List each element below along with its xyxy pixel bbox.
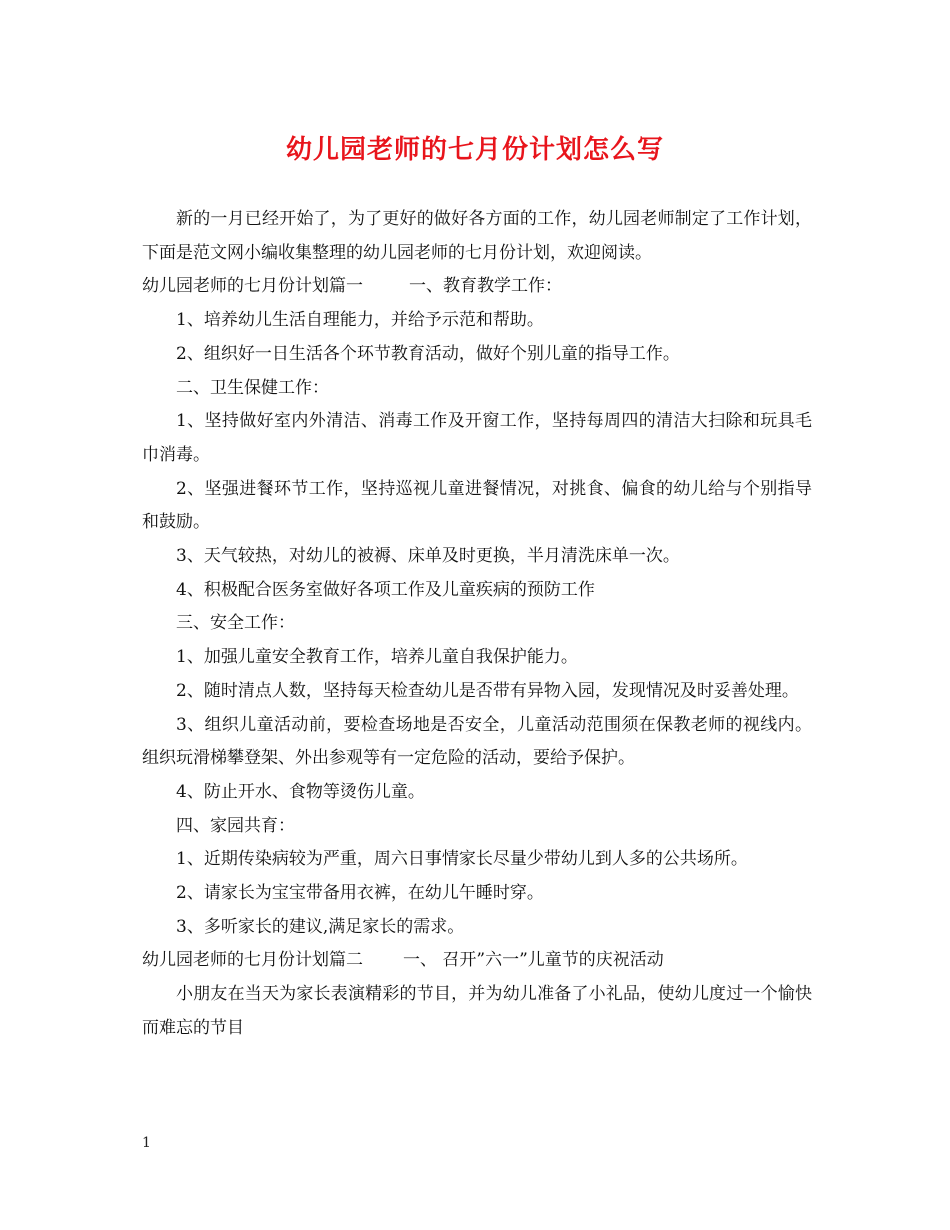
section-heading-safety: 三、安全工作： xyxy=(176,613,295,634)
list-item: 4、防止开水、食物等烫伤儿童。 xyxy=(176,781,425,802)
part2-heading-line xyxy=(142,944,812,978)
section-heading-childrens-day: 一、 召开”六一”儿童节的庆祝活动 xyxy=(403,950,664,971)
list-item: 2、坚强进餐环节工作，坚持巡视儿童进餐情况，对挑食、偏食的幼儿给与个别指导和鼓励。 xyxy=(142,478,812,533)
part1-heading: 幼儿园老师的七月份计划篇一 xyxy=(142,276,363,297)
list-item: 2、组织好一日生活各个环节教育活动，做好个别儿童的指导工作。 xyxy=(176,343,680,364)
list-item: 3、多听家长的建议,满足家长的需求。 xyxy=(176,916,465,937)
part1-heading-line xyxy=(142,270,812,304)
list-item: 1、培养幼儿生活自理能力，并给予示范和帮助。 xyxy=(176,310,544,331)
section-heading-education: 一、教育教学工作： xyxy=(409,276,562,297)
list-item: 4、积极配合医务室做好各项工作及儿童疾病的预防工作 xyxy=(176,579,595,600)
list-item: 1、坚持做好室内外清洁、消毒工作及开窗工作，坚持每周四的清洁大扫除和玩具毛巾消毒。 xyxy=(142,411,812,465)
section-heading-home-school: 四、家园共育： xyxy=(176,815,295,836)
list-item: 1、近期传染病较为严重，周六日事情家长尽量少带幼儿到人多的公共场所。 xyxy=(176,849,748,870)
list-item: 1、加强儿童安全教育工作，培养儿童自我保护能力。 xyxy=(176,647,578,668)
list-item: 3、天气较热，对幼儿的被褥、床单及时更换，半月清洗床单一次。 xyxy=(176,546,680,567)
intro-paragraph: 新的一月已经开始了，为了更好的做好各方面的工作，幼儿园老师制定了工作计划，下面是范文网小编收集整理的幼儿园老师的七月份计划，欢迎阅读。 xyxy=(142,209,812,263)
document-body xyxy=(142,203,812,1046)
page-number: 1 xyxy=(142,1135,151,1151)
list-item: 3、组织儿童活动前，要检查场地是否安全，儿童活动范围须在保教老师的视线内。组织玩滑梯攀登架、外出参观等有一定危险的活动，要给予保护。 xyxy=(142,714,812,769)
body-paragraph: 小朋友在当天为家长表演精彩的节目，并为幼儿准备了小礼品，使幼儿度过一个愉快而难忘的节目 xyxy=(142,984,812,1038)
list-item: 2、请家长为宝宝带备用衣裤，在幼儿午睡时穿。 xyxy=(176,883,544,904)
document-title: 幼儿园老师的七月份计划怎么写 xyxy=(285,135,664,165)
part2-heading: 幼儿园老师的七月份计划篇二 xyxy=(142,950,363,971)
section-heading-hygiene: 二、卫生保健工作： xyxy=(176,377,329,398)
list-item: 2、随时清点人数，坚持每天检查幼儿是否带有异物入园，发现情况及时妥善处理。 xyxy=(176,680,799,701)
